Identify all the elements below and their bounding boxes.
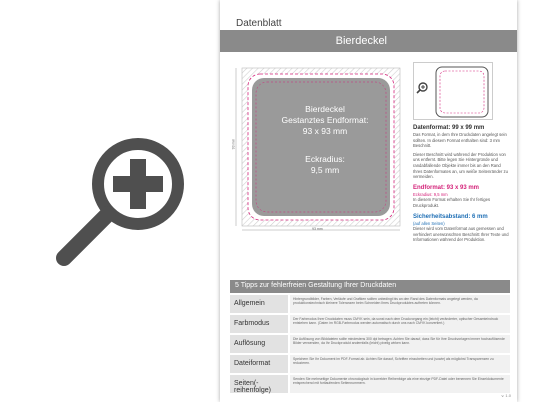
safety-title: Sicherheitsabstand: 6 mm <box>413 213 488 220</box>
tips-heading: 5 Tipps zur fehlerfreien Gestaltung Ihrer Druckdaten <box>230 280 510 293</box>
tip-label: Allgemein <box>230 295 288 313</box>
datasheet-tab: Datenblatt <box>226 16 292 33</box>
dim-side-label: 93 mm <box>231 138 236 150</box>
coaster-format-caption: Gestanztes Endformat: <box>281 115 369 125</box>
tip-label: Farbmodus <box>230 315 288 333</box>
end-format-section <box>413 184 511 209</box>
safety-sub: (auf allen Seiten) <box>413 220 445 226</box>
tip-text: Hintergrundbilder, Farben, Verläufe und Grafiken sollten unbedingt bis an den Rand des Datenformats angelegt werden, da produktionstechnisch kleinere Toleranzen beim Schneiden Ihres Druckproduktes auftreten können. <box>290 295 510 313</box>
table-row <box>230 295 510 313</box>
data-format-text: Das Format, in dem Ihre Druckdaten angelegt sein sollten. In diesem Format enthalten sind: 3 mm Beschnitt. <box>413 132 507 149</box>
dim-bottom-label: 93 mm <box>312 227 323 231</box>
title-band <box>220 30 517 52</box>
radius-caption: Eckradius: <box>305 154 345 164</box>
mini-preview[interactable] <box>413 62 493 120</box>
table-row <box>230 355 510 373</box>
coaster-title: Bierdeckel <box>305 104 345 114</box>
coaster-format-value: 93 x 93 mm <box>302 126 348 136</box>
safety-note: Dieser wird vom Datenformat aus gemessen und verhindert unerwünschten Beschnitt Ihrer Texte und Informationen während der Produktion. <box>413 226 509 243</box>
zoom-in-icon[interactable] <box>50 124 200 274</box>
coaster-radius-label <box>270 154 380 176</box>
tip-label: Seiten(-reihenfolge) <box>230 375 288 393</box>
coaster-template-drawing <box>230 62 410 237</box>
table-row <box>230 375 510 393</box>
end-format-title: Endformat: 93 x 93 mm <box>413 184 480 191</box>
data-format-section <box>413 124 511 180</box>
end-format-radius: Eckradius: 9,5 mm <box>413 191 448 197</box>
tip-label: Dateiformat <box>230 355 288 373</box>
data-format-title: Datenformat: 99 x 99 mm <box>413 125 485 131</box>
page-title: Bierdeckel <box>335 35 387 47</box>
end-format-note: In diesem Format erhalten Sie Ihr fertiges Druckprodukt. <box>413 197 491 208</box>
datasheet-page <box>220 0 517 402</box>
tip-label: Auflösung <box>230 335 288 353</box>
safety-section <box>413 213 511 243</box>
radius-value: 9,5 mm <box>310 165 340 175</box>
version-label: v. 1.0 <box>501 393 511 398</box>
coaster-format-label <box>270 104 380 137</box>
data-format-note: Dieser Beschnitt wird während der Produktion von uns entfernt. Bitte legen Sie Hintergründe und randabfallende Objekte immer bis an den Rand Ihres Datenformates an, um weiße Seitenränder zu vermeiden. <box>413 151 508 180</box>
info-panel <box>413 62 511 243</box>
tip-text: Die Auflösung von Bilddateien sollte mindestens 300 dpi betragen. Achten Sie darauf, dass Sie für Ihre Druckvorlagen immer hochauflösende Bilder verwenden, da Ihr Druckprodukt andernfalls (leicht) pixelig wirken kann. <box>290 335 510 353</box>
tip-text: Der Farbmodus Ihrer Druckdaten muss CMYK sein, da sonst nach dem Druckvorgang ein (leicht) veränderter, optischer Gesamteindruck entstehen kann. (Daten im RGB-Farbmodus werden automatisch durch uns nach CMYK konvertiert.) <box>290 315 510 333</box>
tip-text: Speichern Sie Ihr Dokument im PDF-Format ab. Achten Sie darauf, Schriften einzubetten und (sowie) als möglichst Transparenzen zu reduzieren. <box>290 355 510 373</box>
tips-table <box>230 295 510 395</box>
table-row <box>230 335 510 353</box>
table-row <box>230 315 510 333</box>
tip-text: Senden Sie mehrseitige Dokumente chronologisch in korrekter Reihenfolge als eine einzige PDF-Datei oder benennen Sie Einzeldokumente entsprechend mit fortlaufenden Seitennummern. <box>290 375 510 393</box>
